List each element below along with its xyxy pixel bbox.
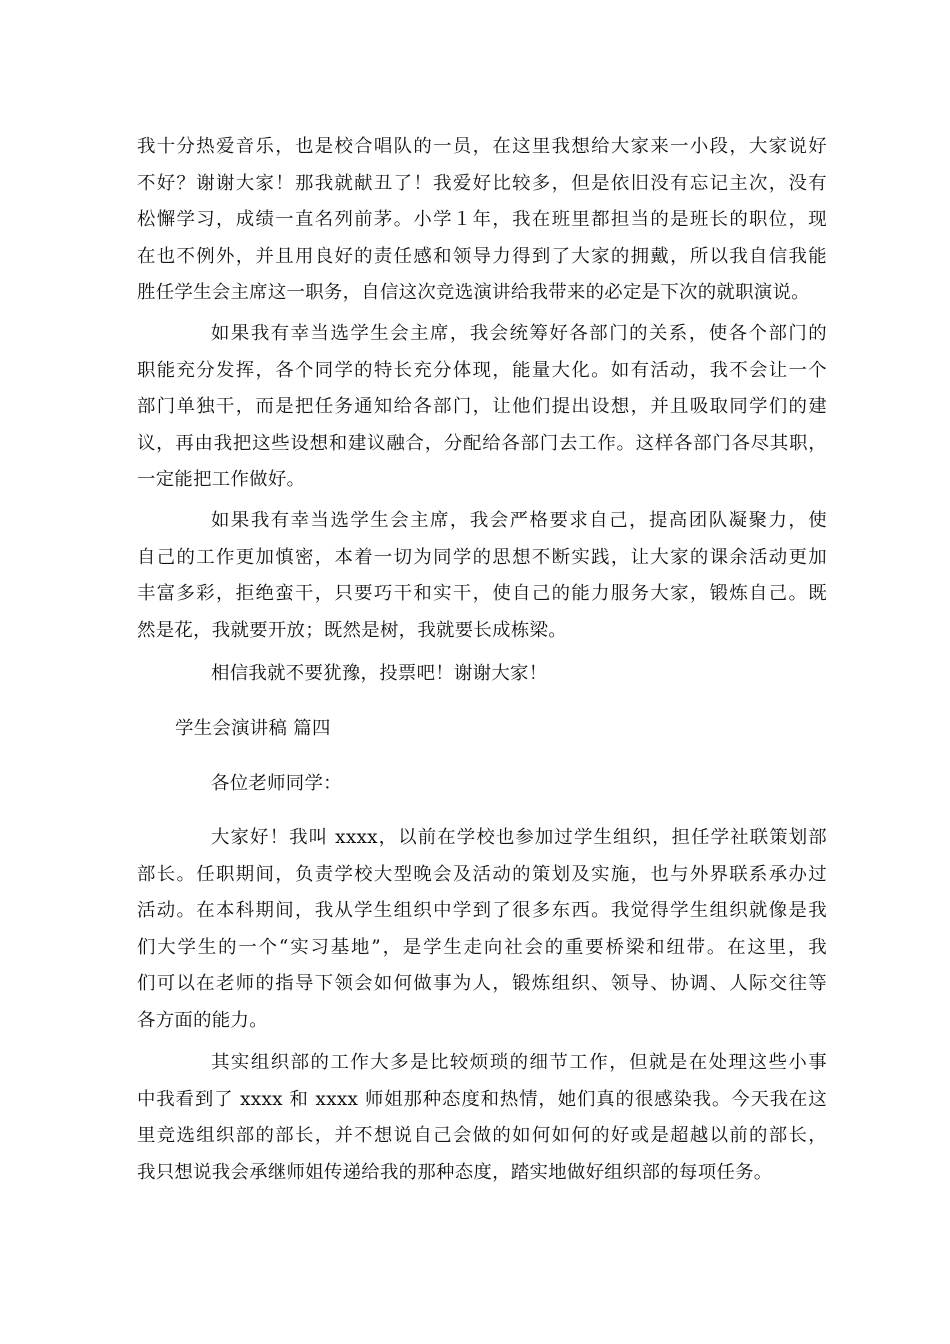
paragraph-music bbox=[137, 129, 827, 312]
text-line: 在也不例外，并且用良好的责任感和领导力得到了大家的拥戴，所以我自信我能 bbox=[137, 245, 827, 267]
text-line: 自己的工作更加慎密，本着一切为同学的思想不断实践，让大家的课余活动更加 bbox=[137, 546, 827, 568]
text-line: 活动。在本科期间，我从学生组织中学到了很多东西。我觉得学生组织就像是我 bbox=[137, 900, 827, 921]
section-heading: 学生会演讲稿 篇四 bbox=[175, 718, 331, 739]
paragraph-introduction bbox=[137, 820, 827, 1039]
text-line: 部长。任职期间，负责学校大型晚会及活动的策划及实施，也与外界联系承办过 bbox=[137, 863, 827, 885]
closing-line: 相信我就不要犹豫，投票吧！谢谢大家！ bbox=[211, 663, 548, 684]
text-line: 如果我有幸当选学生会主席，我会统筹好各部门的关系，使各个部门的 bbox=[211, 323, 827, 344]
text-line: 大家好！我叫 xxxx，以前在学校也参加过学生组织，担任学社联策划部 bbox=[211, 827, 827, 848]
text-line: 们可以在老师的指导下领会如何做事为人，锻炼组织、领导、协调、人际交往等 bbox=[137, 973, 827, 994]
text-line: 其实组织部的工作大多是比较烦琐的细节工作，但就是在处理这些小事 bbox=[211, 1052, 827, 1073]
text-line: 我只想说我会承继师姐传递给我的那种态度，踏实地做好组织部的每项任务。 bbox=[137, 1161, 773, 1183]
text-line: 各方面的能力。 bbox=[137, 1009, 268, 1031]
paragraph-coordination bbox=[137, 316, 827, 499]
text-line: 里竞选组织部的部长，并不想说自己会做的如何如何的好或是超越以前的部长， bbox=[137, 1125, 827, 1146]
text-line: 丰富多彩，拒绝蛮干，只要巧干和实干，使自己的能力服务大家，锻炼自己。既 bbox=[137, 583, 827, 604]
text-line: 胜任学生会主席这一职务，自信这次竞选演讲给我带来的必定是下次的就职演说。 bbox=[137, 282, 810, 303]
text-line: 部门单独干，而是把任务通知给各部门，让他们提出设想，并且吸取同学们的建 bbox=[137, 396, 827, 417]
paragraph-organization-work bbox=[137, 1045, 827, 1191]
text-line: 然是花，我就要开放；既然是树，我就要长成栋梁。 bbox=[137, 619, 567, 641]
text-line: 不好？谢谢大家！那我就献丑了！我爱好比较多，但是依旧没有忘记主次，没有 bbox=[137, 172, 827, 194]
paragraph-self-discipline bbox=[137, 503, 827, 649]
text-line: 们大学生的一个“实习基地”，是学生走向社会的重要桥梁和纽带。在这里，我 bbox=[137, 936, 827, 958]
text-line: 议，再由我把这些设想和建议融合，分配给各部门去工作。这样各部门各尽其职， bbox=[137, 432, 827, 454]
text-line: 如果我有幸当选学生会主席，我会严格要求自己，提高团队凝聚力，使 bbox=[211, 510, 827, 531]
text-line: 一定能把工作做好。 bbox=[137, 469, 306, 490]
text-line: 松懈学习，成绩一直名列前茅。小学１年，我在班里都担当的是班长的职位，现 bbox=[137, 209, 827, 230]
greeting-line: 各位老师同学： bbox=[211, 773, 342, 794]
text-line: 中我看到了 xxxx 和 xxxx 师姐那种态度和热情，她们真的很感染我。今天我在这 bbox=[137, 1088, 827, 1110]
text-line: 职能充分发挥，各个同学的特长充分体现，能量大化。如有活动，我不会让一个 bbox=[137, 359, 827, 381]
text-line: 我十分热爱音乐，也是校合唱队的一员，在这里我想给大家来一小段，大家说好 bbox=[137, 136, 827, 157]
